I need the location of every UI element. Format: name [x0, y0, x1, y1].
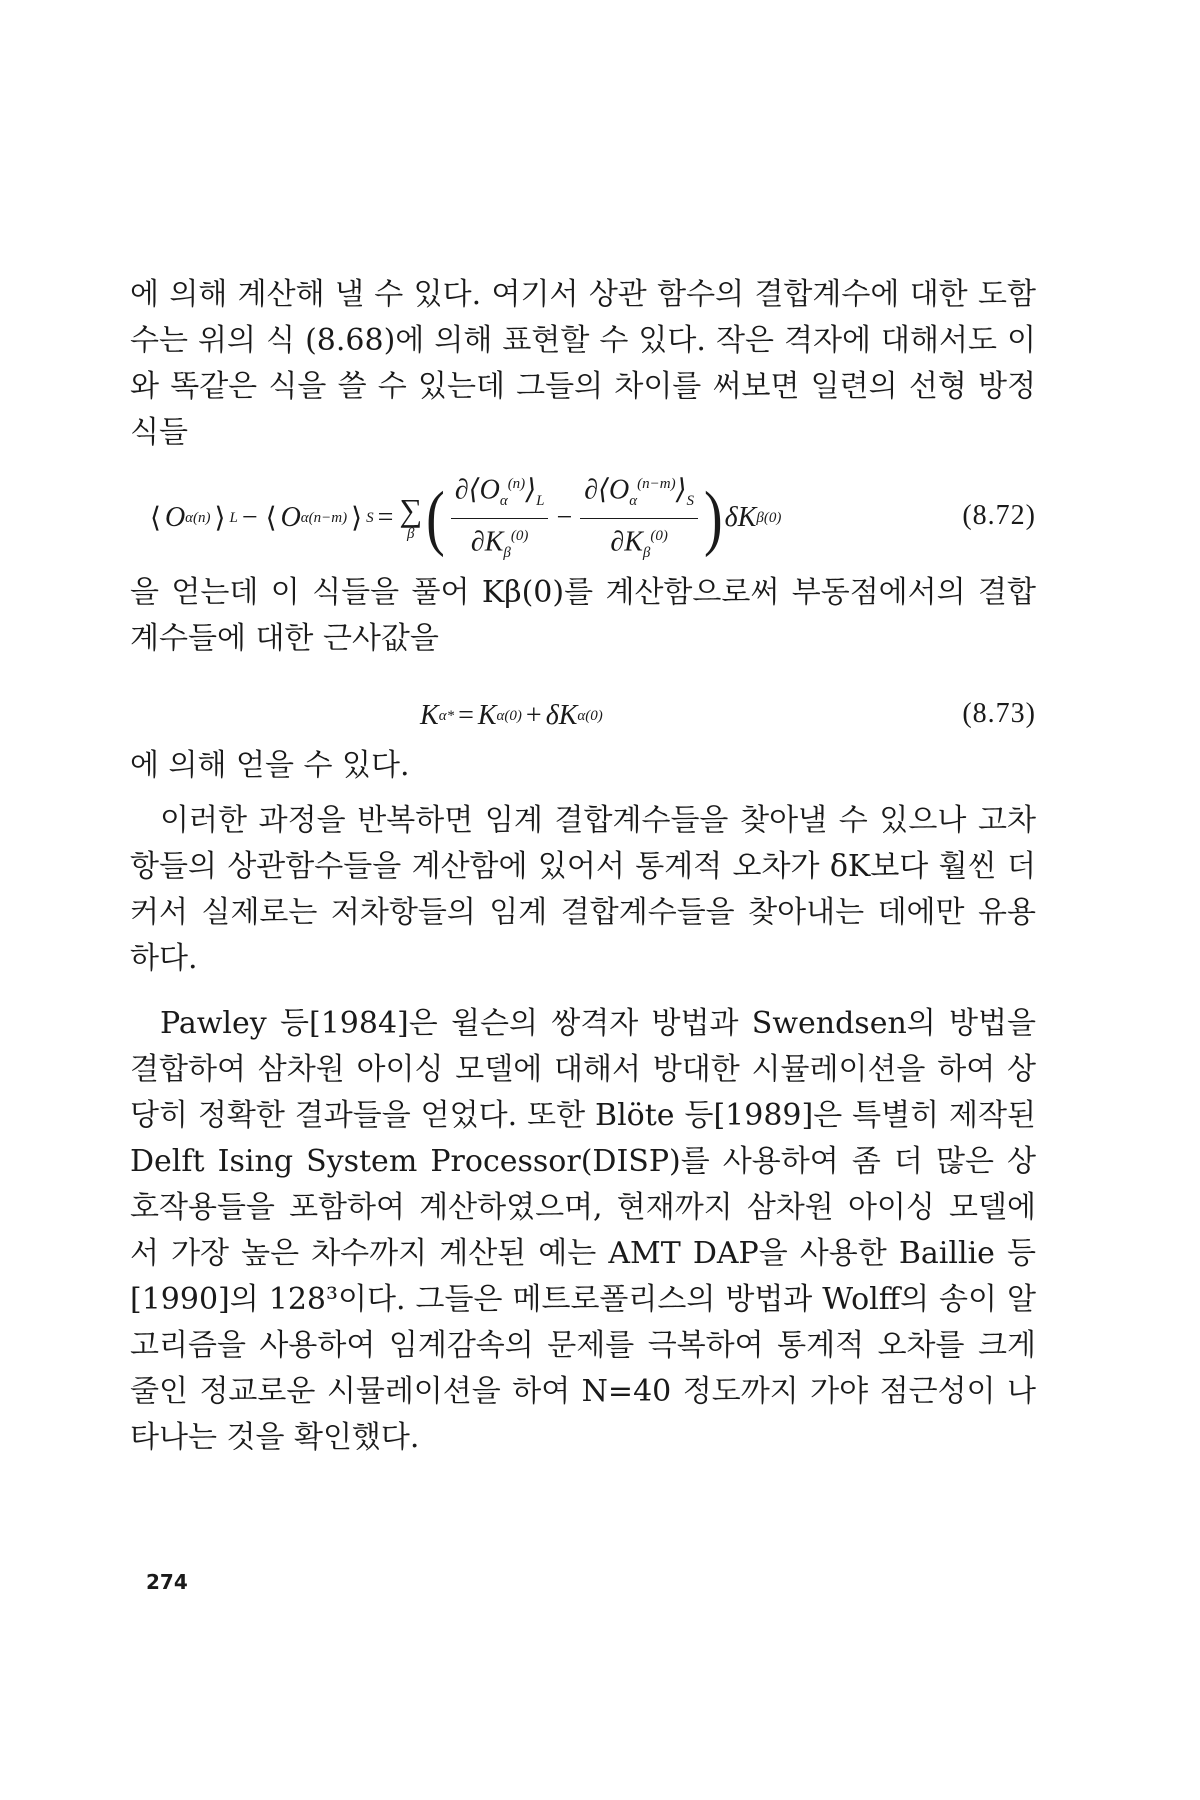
equation-8-73	[130, 694, 1036, 738]
paragraph-2	[130, 570, 1036, 662]
paragraph-2-text: 을 얻는데 이 식들을 풀어 Kβ(0)를 계산함으로써 부동점에서의 결합계수들에 대한 근사값을	[130, 575, 1036, 656]
equation-8-73-body: K α * = K α (0) + δK α (0)	[420, 700, 603, 731]
paragraph-5	[130, 1001, 1036, 1461]
paragraph-4	[130, 798, 1036, 982]
page-number: 274	[146, 1570, 188, 1594]
equation-number: (8.72)	[962, 500, 1036, 531]
equation-number: (8.73)	[962, 698, 1036, 729]
paragraph-1	[130, 272, 1036, 456]
paragraph-1-text: 에 의해 계산해 낼 수 있다. 여기서 상관 함수의 결합계수에 대한 도함수는 위의 식 (8.68)에 의해 표현할 수 있다. 작은 격자에 대해서도 이와 똑같은 식을 쓸 수 있는데 그들의 차이를 써보면 일련의 선형 방정식들	[130, 277, 1036, 450]
equation-8-72-body: ⟨ O α (n) ⟩ L − ⟨ O α (n−m) ⟩ S = ∑ β ( $\frac{\partial⟨O_\alpha^{(n)}⟩_L}{\partial K_\beta^{(0)}}$ − $\frac{\partial⟨O_\alpha^{(n-m)}⟩_S}{\partial K_\beta^{(0)}}$ ) δK β (0)	[146, 478, 781, 558]
paragraph-4-text: 이러한 과정을 반복하면 임계 결합계수들을 찾아낼 수 있으나 고차항들의 상관함수들을 계산함에 있어서 통계적 오차가 δK보다 훨씬 더 커서 실제로는 저차항들의 임계 결합계수들을 찾아내는 데에만 유용하다.	[130, 803, 1036, 976]
paragraph-3	[130, 743, 1036, 789]
equation-8-72	[130, 473, 1036, 561]
paragraph-3-text: 에 의해 얻을 수 있다.	[130, 748, 410, 783]
paragraph-5-text: Pawley 등[1984]은 윌슨의 쌍격자 방법과 Swendsen의 방법을 결합하여 삼차원 아이싱 모델에 대해서 방대한 시뮬레이션을 하여 상당히 정확한 결과들을 얻었다. 또한 Blöte 등[1989]은 특별히 제작된 Delft Ising System Processor(DISP)를 사용하여 좀 더 많은 상호작용들을 포함하여 계산하였으며, 현재까지 삼차원 아이싱 모델에서 가장 높은 차수까지 계산된 예는 AMT DAP을 사용한 Baillie 등[1990]의 128³이다. 그들은 메트로폴리스의 방법과 Wolff의 송이 알고리즘을 사용하여 임계감속의 문제를 극복하여 통계적 오차를 크게 줄인 정교로운 시뮬레이션을 하여 N=40 정도까지 가야 점근성이 나타나는 것을 확인했다.	[130, 1006, 1036, 1455]
